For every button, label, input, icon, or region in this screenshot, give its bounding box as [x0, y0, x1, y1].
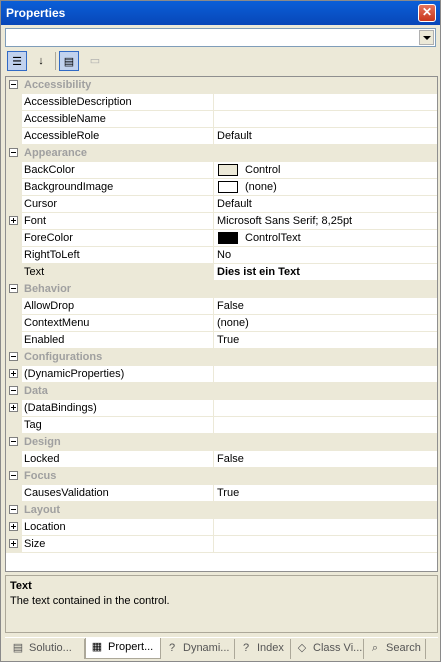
- row-gutter: [6, 162, 22, 179]
- property-name: Font: [22, 213, 214, 229]
- property-row[interactable]: [6, 213, 437, 230]
- properties-icon: ▦: [91, 641, 103, 653]
- collapse-icon[interactable]: [9, 80, 18, 89]
- property-value[interactable]: [215, 536, 437, 552]
- color-swatch: [218, 164, 238, 176]
- property-value[interactable]: [215, 485, 437, 501]
- row-gutter: [6, 417, 22, 434]
- description-panel: [5, 575, 438, 633]
- property-value[interactable]: [215, 128, 437, 144]
- property-row[interactable]: [6, 519, 437, 536]
- property-value[interactable]: [215, 230, 437, 246]
- property-value-text: False: [217, 300, 244, 312]
- category-row[interactable]: [6, 434, 437, 451]
- category-row[interactable]: [6, 77, 437, 94]
- property-value[interactable]: [215, 196, 437, 212]
- row-gutter: [6, 264, 22, 281]
- property-value-text: True: [217, 487, 240, 499]
- chevron-down-icon[interactable]: [419, 30, 434, 45]
- row-gutter: [6, 94, 22, 111]
- property-value[interactable]: [215, 400, 437, 416]
- class-view-icon: ◇: [297, 642, 307, 654]
- property-value-text: Default: [217, 198, 252, 210]
- row-gutter: [6, 179, 22, 196]
- row-gutter: [6, 315, 22, 332]
- alphabetical-icon: ↓: [38, 55, 44, 67]
- category-label: Configurations: [24, 351, 103, 363]
- events-icon: ▭: [89, 55, 101, 67]
- property-row[interactable]: [6, 94, 437, 111]
- window-title: Properties: [6, 6, 66, 20]
- properties-icon: ▤: [63, 56, 75, 68]
- tab-class-view[interactable]: [291, 639, 364, 659]
- search-icon: ⌕: [371, 642, 379, 654]
- collapse-icon[interactable]: [9, 284, 18, 293]
- property-row[interactable]: [6, 179, 437, 196]
- color-swatch: [218, 181, 238, 193]
- row-gutter: [6, 485, 22, 502]
- property-grid[interactable]: [5, 76, 438, 572]
- property-row[interactable]: [6, 128, 437, 145]
- property-row[interactable]: [6, 264, 437, 281]
- tab-label: Dynami...: [183, 642, 230, 654]
- property-name: BackgroundImage: [22, 179, 214, 195]
- property-value-text: Microsoft Sans Serif; 8,25pt: [217, 215, 353, 227]
- properties-button[interactable]: [59, 51, 79, 71]
- category-row[interactable]: [6, 281, 437, 298]
- property-row[interactable]: [6, 485, 437, 502]
- property-row[interactable]: [6, 196, 437, 213]
- property-value[interactable]: [215, 417, 437, 433]
- tab-search[interactable]: [364, 639, 426, 659]
- collapse-icon[interactable]: [9, 505, 18, 514]
- close-button[interactable]: ✕: [418, 4, 436, 22]
- property-name: Locked: [22, 451, 214, 467]
- property-name: AccessibleRole: [22, 128, 214, 144]
- title-bar[interactable]: [1, 1, 440, 25]
- tab-index[interactable]: [235, 639, 291, 659]
- property-row[interactable]: [6, 400, 437, 417]
- property-value[interactable]: [215, 94, 437, 110]
- property-value-text: False: [217, 453, 244, 465]
- property-value[interactable]: [215, 162, 437, 178]
- property-value[interactable]: [215, 264, 437, 280]
- property-value[interactable]: [215, 519, 437, 535]
- property-row[interactable]: [6, 298, 437, 315]
- alphabetical-button[interactable]: [31, 51, 51, 71]
- property-name: Tag: [22, 417, 214, 433]
- property-value-text: Dies ist ein Text: [217, 266, 300, 278]
- tab-properties[interactable]: [85, 638, 161, 659]
- row-gutter: [6, 298, 22, 315]
- category-label: Design: [24, 436, 61, 448]
- property-row[interactable]: [6, 247, 437, 264]
- property-name: (DynamicProperties): [22, 366, 214, 382]
- property-name: Size: [22, 536, 214, 552]
- row-gutter: [6, 196, 22, 213]
- solution-explorer-icon: ▤: [12, 642, 24, 654]
- category-row[interactable]: [6, 383, 437, 400]
- property-name: Text: [22, 264, 214, 280]
- collapse-icon[interactable]: [9, 352, 18, 361]
- tab-help[interactable]: [161, 639, 235, 659]
- property-value-text: Default: [217, 130, 252, 142]
- property-value-text: (none): [217, 317, 249, 329]
- property-name: (DataBindings): [22, 400, 214, 416]
- help-icon: ?: [168, 642, 176, 654]
- property-name: AccessibleDescription: [22, 94, 214, 110]
- property-value[interactable]: [215, 366, 437, 382]
- property-row[interactable]: [6, 417, 437, 434]
- expand-icon[interactable]: [9, 522, 18, 531]
- property-value[interactable]: [215, 451, 437, 467]
- tab-label: Index: [257, 642, 284, 654]
- category-label: Appearance: [24, 147, 87, 159]
- expand-icon[interactable]: [9, 369, 18, 378]
- category-label: Data: [24, 385, 48, 397]
- row-gutter: [6, 111, 22, 128]
- property-row[interactable]: [6, 536, 437, 553]
- category-label: Behavior: [24, 283, 72, 295]
- category-label: Accessibility: [24, 79, 92, 91]
- description-text: The text contained in the control.: [10, 595, 170, 607]
- property-name: RightToLeft: [22, 247, 214, 263]
- category-label: Focus: [24, 470, 57, 482]
- tab-label: Propert...: [108, 641, 154, 653]
- category-row[interactable]: [6, 502, 437, 519]
- tab-label: Class Vi...: [313, 642, 363, 654]
- collapse-icon[interactable]: [9, 148, 18, 157]
- property-name: Cursor: [22, 196, 214, 212]
- collapse-icon[interactable]: [9, 471, 18, 480]
- tab-strip: [5, 637, 438, 659]
- property-name: ForeColor: [22, 230, 214, 246]
- property-value-text: True: [217, 334, 240, 346]
- property-row[interactable]: [6, 315, 437, 332]
- property-name: BackColor: [22, 162, 214, 178]
- row-gutter: [6, 451, 22, 468]
- property-value[interactable]: [215, 213, 437, 229]
- events-button[interactable]: [85, 51, 105, 71]
- collapse-icon[interactable]: [9, 386, 18, 395]
- property-row[interactable]: [6, 366, 437, 383]
- categorized-button[interactable]: [7, 51, 27, 71]
- row-gutter: [6, 247, 22, 264]
- property-value-text: (none): [245, 181, 277, 193]
- expand-icon[interactable]: [9, 216, 18, 225]
- property-name: AccessibleName: [22, 111, 214, 127]
- property-value[interactable]: [215, 111, 437, 127]
- object-selector-dropdown[interactable]: [5, 28, 436, 47]
- property-value[interactable]: [215, 247, 437, 263]
- property-row[interactable]: [6, 451, 437, 468]
- property-row[interactable]: [6, 332, 437, 349]
- property-name: Enabled: [22, 332, 214, 348]
- category-label: Layout: [24, 504, 61, 516]
- property-name: ContextMenu: [22, 315, 214, 331]
- property-value-text: ControlText: [245, 232, 301, 244]
- property-value[interactable]: [215, 315, 437, 331]
- tab-label: Solutio...: [29, 642, 72, 654]
- row-gutter: [6, 128, 22, 145]
- expand-icon[interactable]: [9, 539, 18, 548]
- property-value-text: Control: [245, 164, 281, 176]
- property-value-text: No: [217, 249, 232, 261]
- category-row[interactable]: [6, 145, 437, 162]
- category-row[interactable]: [6, 349, 437, 366]
- expand-icon[interactable]: [9, 403, 18, 412]
- row-gutter: [6, 332, 22, 349]
- tab-label: Search: [386, 642, 421, 654]
- property-row[interactable]: [6, 162, 437, 179]
- property-name: CausesValidation: [22, 485, 214, 501]
- categorized-icon: ☰: [12, 56, 22, 68]
- description-title: Text: [10, 580, 32, 592]
- category-row[interactable]: [6, 468, 437, 485]
- property-value[interactable]: [215, 298, 437, 314]
- property-value[interactable]: [215, 332, 437, 348]
- property-name: AllowDrop: [22, 298, 214, 314]
- property-value[interactable]: [215, 179, 437, 195]
- row-gutter: [6, 230, 22, 247]
- tab-solution-explorer[interactable]: [7, 639, 85, 659]
- color-swatch: [218, 232, 238, 244]
- property-row[interactable]: [6, 230, 437, 247]
- index-icon: ?: [242, 642, 250, 654]
- collapse-icon[interactable]: [9, 437, 18, 446]
- property-name: Location: [22, 519, 214, 535]
- toolbar: [5, 49, 436, 73]
- toolbar-separator: [55, 52, 56, 70]
- property-row[interactable]: [6, 111, 437, 128]
